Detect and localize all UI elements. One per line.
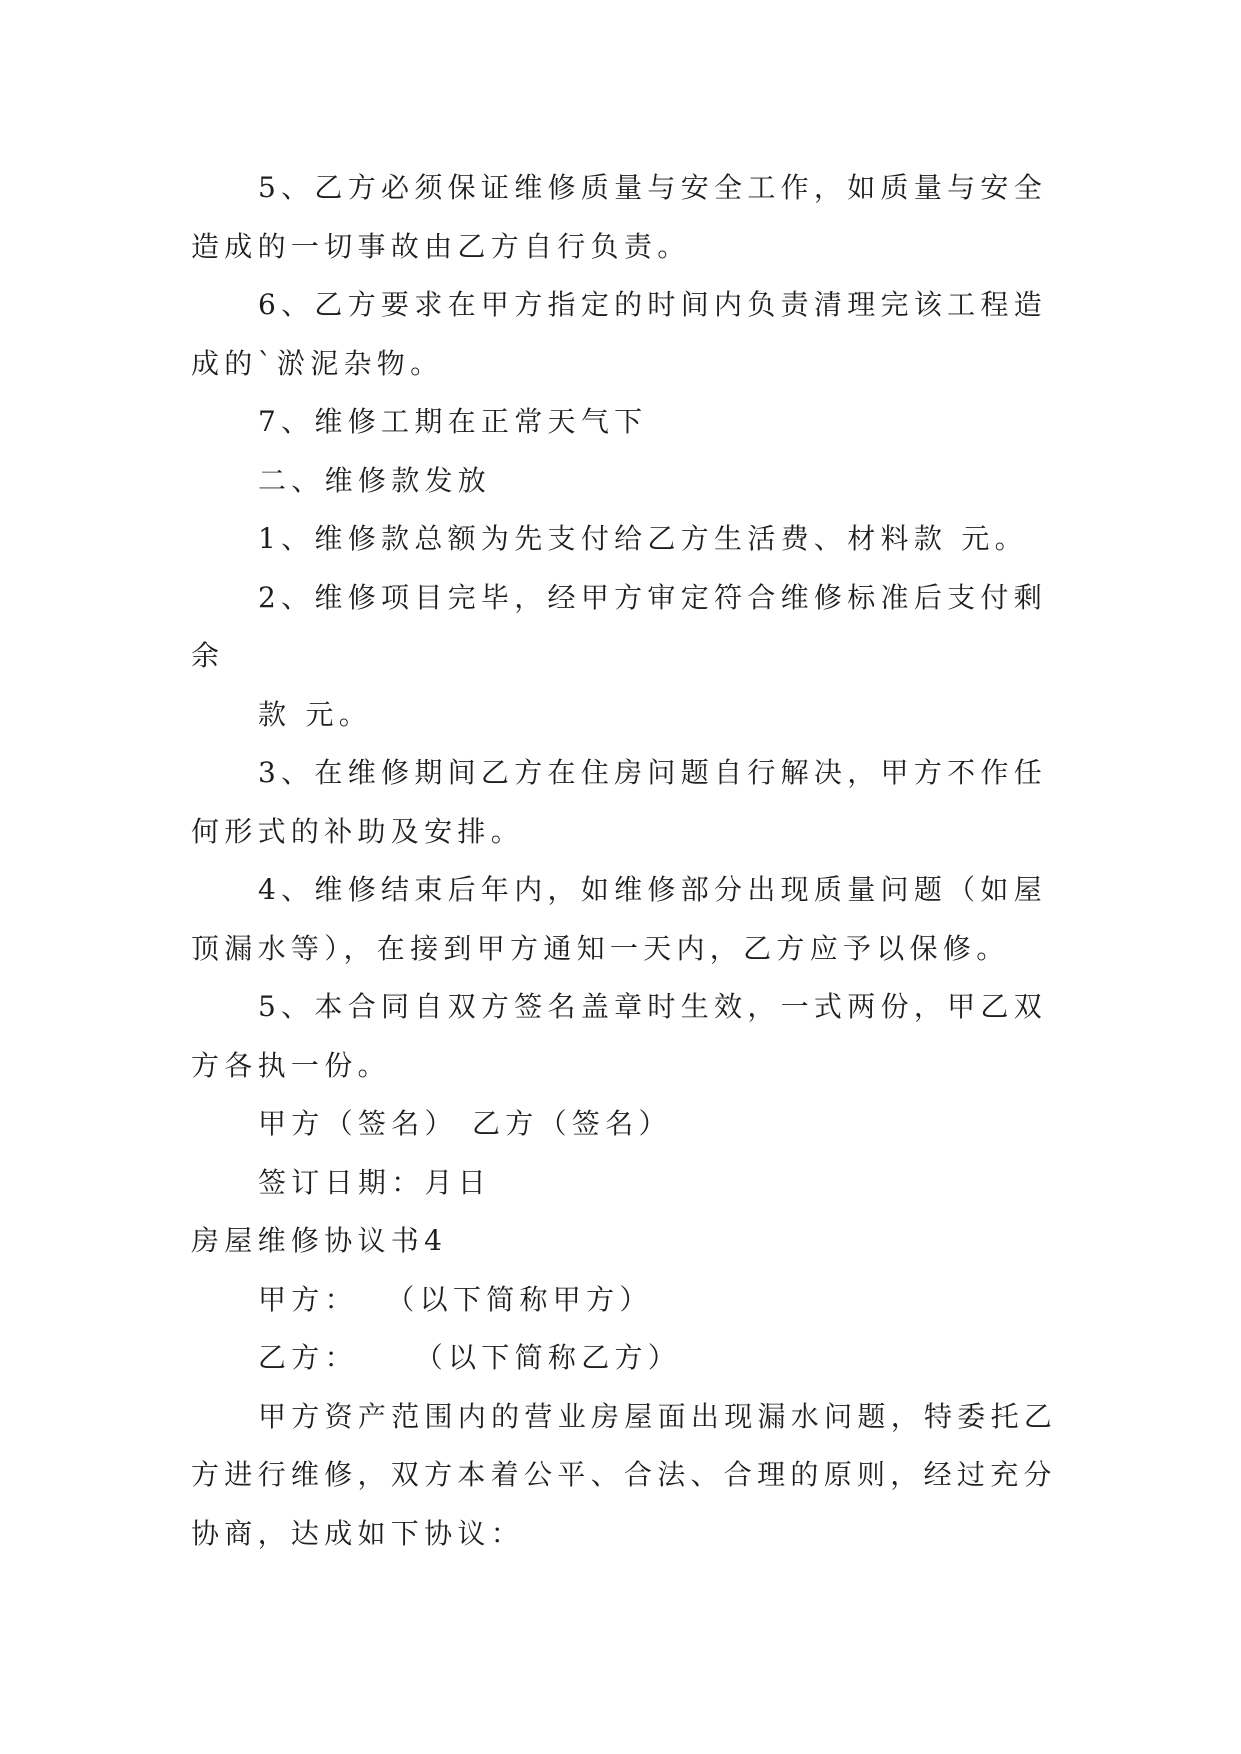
text-line: 5、乙方必须保证维修质量与安全工作，如质量与安全: [258, 171, 1048, 204]
paragraph: [191, 510, 1091, 569]
text-line: 顶漏水等），在接到甲方通知一天内，乙方应予以保修。: [191, 931, 1010, 965]
paragraph: [191, 452, 1091, 511]
paragraph: [191, 276, 1091, 393]
paragraph: [191, 744, 1091, 861]
text-line: 甲方（签名） 乙方（签名）: [258, 1107, 672, 1140]
text-line: 4、维修结束后年内，如维修部分出现质量问题（如屋: [258, 873, 1048, 906]
text-line: 方各执一份。: [191, 1048, 391, 1082]
text-line: 款 元。: [258, 697, 373, 731]
section-title-text: 房屋维修协议书4: [191, 1224, 448, 1257]
paragraph: [191, 1388, 1091, 1564]
section-title: [191, 1212, 1091, 1271]
paragraph: [191, 569, 1091, 686]
paragraph: [191, 686, 1091, 745]
paragraph: [191, 978, 1091, 1095]
text-line: 3、在维修期间乙方在住房问题自行解决，甲方不作任: [258, 756, 1048, 789]
paragraph: [191, 1271, 1091, 1330]
paragraph: [191, 1329, 1091, 1388]
paragraph: [191, 861, 1091, 978]
text-line: 成的`淤泥杂物。: [191, 346, 444, 380]
text-line: 乙方： （以下简称乙方）: [258, 1341, 682, 1374]
text-line: 造成的一切事故由乙方自行负责。: [191, 229, 691, 263]
text-line: 协商，达成如下协议：: [191, 1516, 525, 1550]
paragraph: [191, 1095, 1091, 1154]
text-line: 7、维修工期在正常天气下: [258, 405, 648, 438]
text-line: 余: [191, 639, 225, 672]
paragraph: [191, 159, 1091, 276]
text-line: 签订日期：月日: [258, 1165, 492, 1199]
text-line: 6、乙方要求在甲方指定的时间内负责清理完该工程造: [258, 288, 1048, 321]
document-body: [191, 159, 1091, 1563]
text-line: 1、维修款总额为先支付给乙方生活费、材料款 元。: [258, 522, 1028, 555]
text-line: 二、维修款发放: [258, 463, 492, 497]
paragraph: [191, 1154, 1091, 1213]
paragraph: [191, 393, 1091, 452]
text-line: 何形式的补助及安排。: [191, 814, 525, 848]
text-line: 甲方： （以下简称甲方）: [258, 1282, 653, 1316]
text-line: 甲方资产范围内的营业房屋面出现漏水问题，特委托乙: [258, 1399, 1058, 1433]
text-line: 5、本合同自双方签名盖章时生效，一式两份，甲乙双: [258, 990, 1048, 1023]
text-line: 2、维修项目完毕，经甲方审定符合维修标准后支付剩: [258, 580, 1048, 614]
text-line: 方进行维修，双方本着公平、合法、合理的原则，经过充分: [191, 1458, 1057, 1491]
